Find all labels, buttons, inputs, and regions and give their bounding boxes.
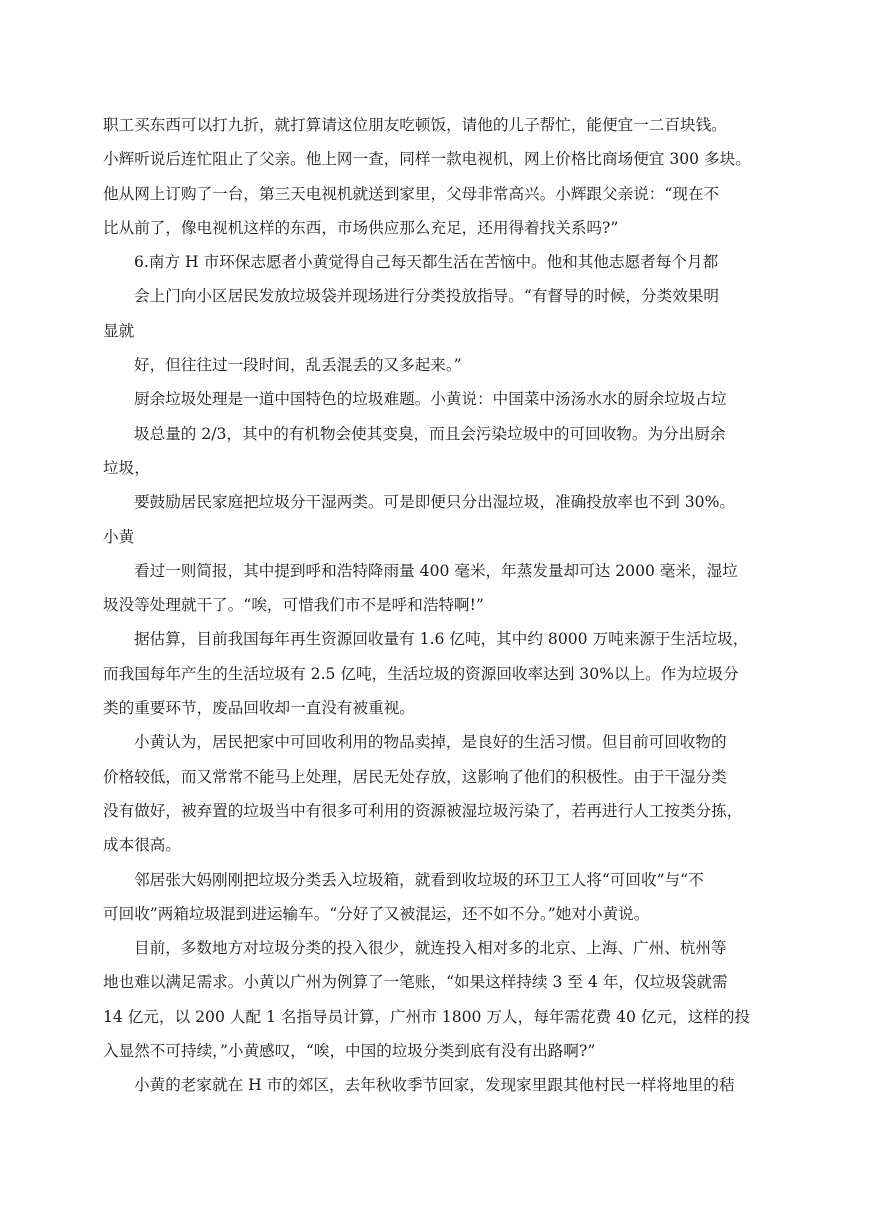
text-line: 显就 <box>103 321 135 340</box>
text-line: 垃圾， <box>103 458 150 477</box>
text-line: 类的重要环节，废品回收却一直没有被重视。 <box>103 699 415 718</box>
text-line: 入显然不可持续，”小黄感叹，“唉，中国的垃圾分类到底有没有出路啊?” <box>103 1042 596 1061</box>
text-line: 小黄 <box>103 527 135 546</box>
text-line: 6.南方 H 市环保志愿者小黄觉得自己每天都生活在苦恼中。他和其他志愿者每个月都 <box>134 253 719 272</box>
text-line: 而我国每年产生的生活垃圾有 2.5 亿吨，生活垃圾的资源回收率达到 30%以上。作为垃圾分 <box>103 664 739 683</box>
text-line: 邻居张大妈刚刚把垃圾分类丢入垃圾箱，就看到收垃圾的环卫工人将“可回收”与“不 <box>134 870 704 889</box>
text-line: 他从网上订购了一台，第三天电视机就送到家里，父母非常高兴。小辉跟父亲说：“现在不 <box>103 184 720 203</box>
text-line: 价格较低，而又常常不能马上处理，居民无处存放，这影响了他们的积极性。由于干湿分类 <box>103 767 727 786</box>
text-line: 厨余垃圾处理是一道中国特色的垃圾难题。小黄说：中国菜中汤汤水水的厨余垃圾占垃 <box>134 390 727 409</box>
text-line: 圾总量的 2/3，其中的有机物会使其变臭，而且会污染垃圾中的可回收物。为分出厨余 <box>134 424 726 443</box>
text-line: 据估算，目前我国每年再生资源回收量有 1.6 亿吨，其中约 8000 万吨来源于生活垃圾， <box>134 630 749 649</box>
text-line: 职工买东西可以打九折，就打算请这位朋友吃顿饭，请他的儿子帮忙，能便宜一二百块钱。 <box>103 116 727 134</box>
text-line: 圾没等处理就干了。“唉，可惜我们市不是呼和浩特啊!” <box>103 596 484 615</box>
text-line: 要鼓励居民家庭把垃圾分干湿两类。可是即便只分出湿垃圾，准确投放率也不到 30%。 <box>134 493 735 512</box>
text-line: 小黄认为，居民把家中可回收利用的物品卖掉，是良好的生活习惯。但目前可回收物的 <box>134 733 727 752</box>
document-body <box>103 108 771 1103</box>
text-line: 没有做好，被弃置的垃圾当中有很多可利用的资源被湿垃圾污染了，若再进行人工按类分拣， <box>103 801 743 820</box>
text-line: 小黄的老家就在 H 市的郊区，去年秋收季节回家，发现家里跟其他村民一样将地里的秸 <box>134 1076 735 1095</box>
text-line: 可回收”两箱垃圾混到进运输车。“分好了又被混运，还不如不分。”她对小黄说。 <box>103 904 650 923</box>
text-line: 看过一则简报，其中提到呼和浩特降雨量 400 毫米，年蒸发量却可达 2000 毫米，湿垃 <box>134 561 738 580</box>
text-line: 好，但往往过一段时间，乱丢混丢的又多起来。” <box>134 356 462 375</box>
text-line: 小辉听说后连忙阻止了父亲。他上网一查，同样一款电视机，网上价格比商场便宜 300 多块。 <box>103 150 751 169</box>
text-line: 地也难以满足需求。小黄以广州为例算了一笔账，“如果这样持续 3 至 4 年，仅垃圾袋就需 <box>103 973 728 992</box>
text-line: 14 亿元，以 200 人配 1 名指导员计算，广州市 1800 万人，每年需花费 40 亿元，这样的投 <box>103 1007 751 1026</box>
text-line: 会上门向小区居民发放垃圾袋并现场进行分类投放指导。“有督导的时候，分类效果明 <box>134 287 719 306</box>
text-line: 比从前了，像电视机这样的东西，市场供应那么充足，还用得着找关系吗?” <box>103 218 619 237</box>
text-line: 成本很高。 <box>103 836 181 855</box>
text-line: 目前，多数地方对垃圾分类的投入很少，就连投入相对多的北京、上海、广州、杭州等 <box>134 939 727 958</box>
